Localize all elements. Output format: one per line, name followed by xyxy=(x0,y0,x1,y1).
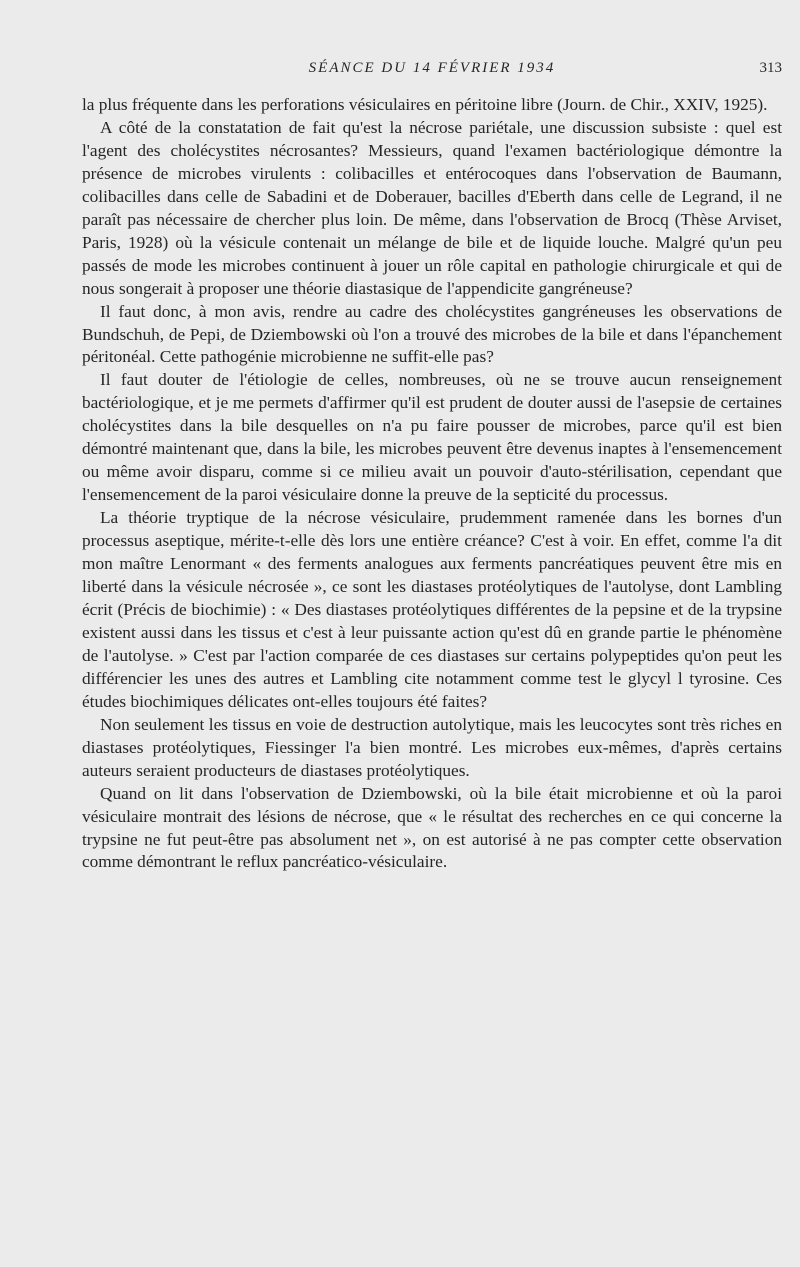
paragraph-1: la plus fréquente dans les perforations vésiculaires en péritoine libre (Journ. de Chir., XXIV, 1925). xyxy=(82,95,768,114)
running-title: SÉANCE DU 14 FÉVRIER 1934 xyxy=(308,60,556,76)
paragraph-5: La théorie tryptique de la nécrose vésiculaire, prudemment ramenée dans les bornes d'un processus aseptique, mérite-t-elle dès lors une entière créance? C'est à voir. En effet, comme l'a dit mon maître Lenormant « des ferments analogues aux ferments pancréatiques peuvent être mis en liberté dans la vésicule nécrosée », ce sont les diastases protéolytiques de l'autolyse, dont Lambling écrit (Précis de biochimie) : « Des diastases protéolytiques différentes de la pepsine et de la trypsine existent aussi dans les tissus et c'est à leur puissante action qu'est dû en grande partie le phénomène de l'autolyse. » C'est par l'action comparée de ces diastases sur certains polypeptides qu'on peut les différencier les unes des autres et Lambling cite notamment comme test le glycyl l tyrosine. Ces études biochimiques délicates ont-elles toujours été faites? xyxy=(82,508,782,711)
page-number: 313 xyxy=(759,60,782,76)
paragraph-7: Quand on lit dans l'observation de Dziembowski, où la bile était microbienne et où la paroi vésiculaire montrait des lésions de nécrose, que « le résultat des recherches en ce qui concerne la trypsine ne fut peut-être pas absolument net », on est autorisé à ne pas compter cette observation comme démontrant le reflux pancréatico-vésiculaire. xyxy=(82,783,782,872)
paragraph-2: A côté de la constatation de fait qu'est la nécrose pariétale, une discussion subsiste : quel est l'agent des cholécystites nécrosantes? Messieurs, quand l'examen bactériologique démontre la présence de microbes virulents : colibacilles et entérocoques dans l'observation de Baumann, colibacilles dans celle de Sabadini et de Doberauer, bacilles d'Eberth dans celle de Legrand, il ne paraît pas nécessaire de chercher plus loin. De même, dans l'observation de Brocq (Thèse Arviset, Paris, 1928) où la vésicule contenait un mélange de bile et de liquide louche. Malgré qu'un peu passés de mode les microbes continuent à jouer un rôle capital en pathologie chirurgicale et qui de nous songerait à proposer une théorie diastasique de l'appendicite gangréneuse? xyxy=(82,117,782,298)
paragraph-4: Il faut douter de l'étiologie de celles, nombreuses, où ne se trouve aucun renseignement bactériologique, et je me permets d'affirmer qu'il est prudent de douter aussi de l'asepsie de certaines cholécystites dans la bile desquelles on n'a pu faire pousser de microbes, parce qu'il est bien démontré maintenant que, dans la bile, les microbes peuvent être devenus inaptes à l'ensemencement ou même avoir disparu, comme si ce milieu avait un pouvoir d'auto-stérilisation, cependant que l'ensemencement de la paroi vésiculaire donne la preuve de la septicité du processus. xyxy=(82,370,782,505)
paragraph-6: Non seulement les tissus en voie de destruction autolytique, mais les leucocytes sont très riches en diastases protéolytiques, Fiessinger l'a bien montré. Les microbes eux-mêmes, d'après certains auteurs seraient producteurs de diastases protéolytiques. xyxy=(82,714,782,780)
body-text xyxy=(82,94,782,874)
paragraph-3: Il faut donc, à mon avis, rendre au cadre des cholécystites gangréneuses les observations de Bundschuh, de Pepi, de Dziembowski où l'on a trouvé des microbes de la bile et dans l'épanchement péritonéal. Cette pathogénie microbienne ne suffit-elle pas? xyxy=(82,301,782,367)
running-head xyxy=(82,60,782,84)
